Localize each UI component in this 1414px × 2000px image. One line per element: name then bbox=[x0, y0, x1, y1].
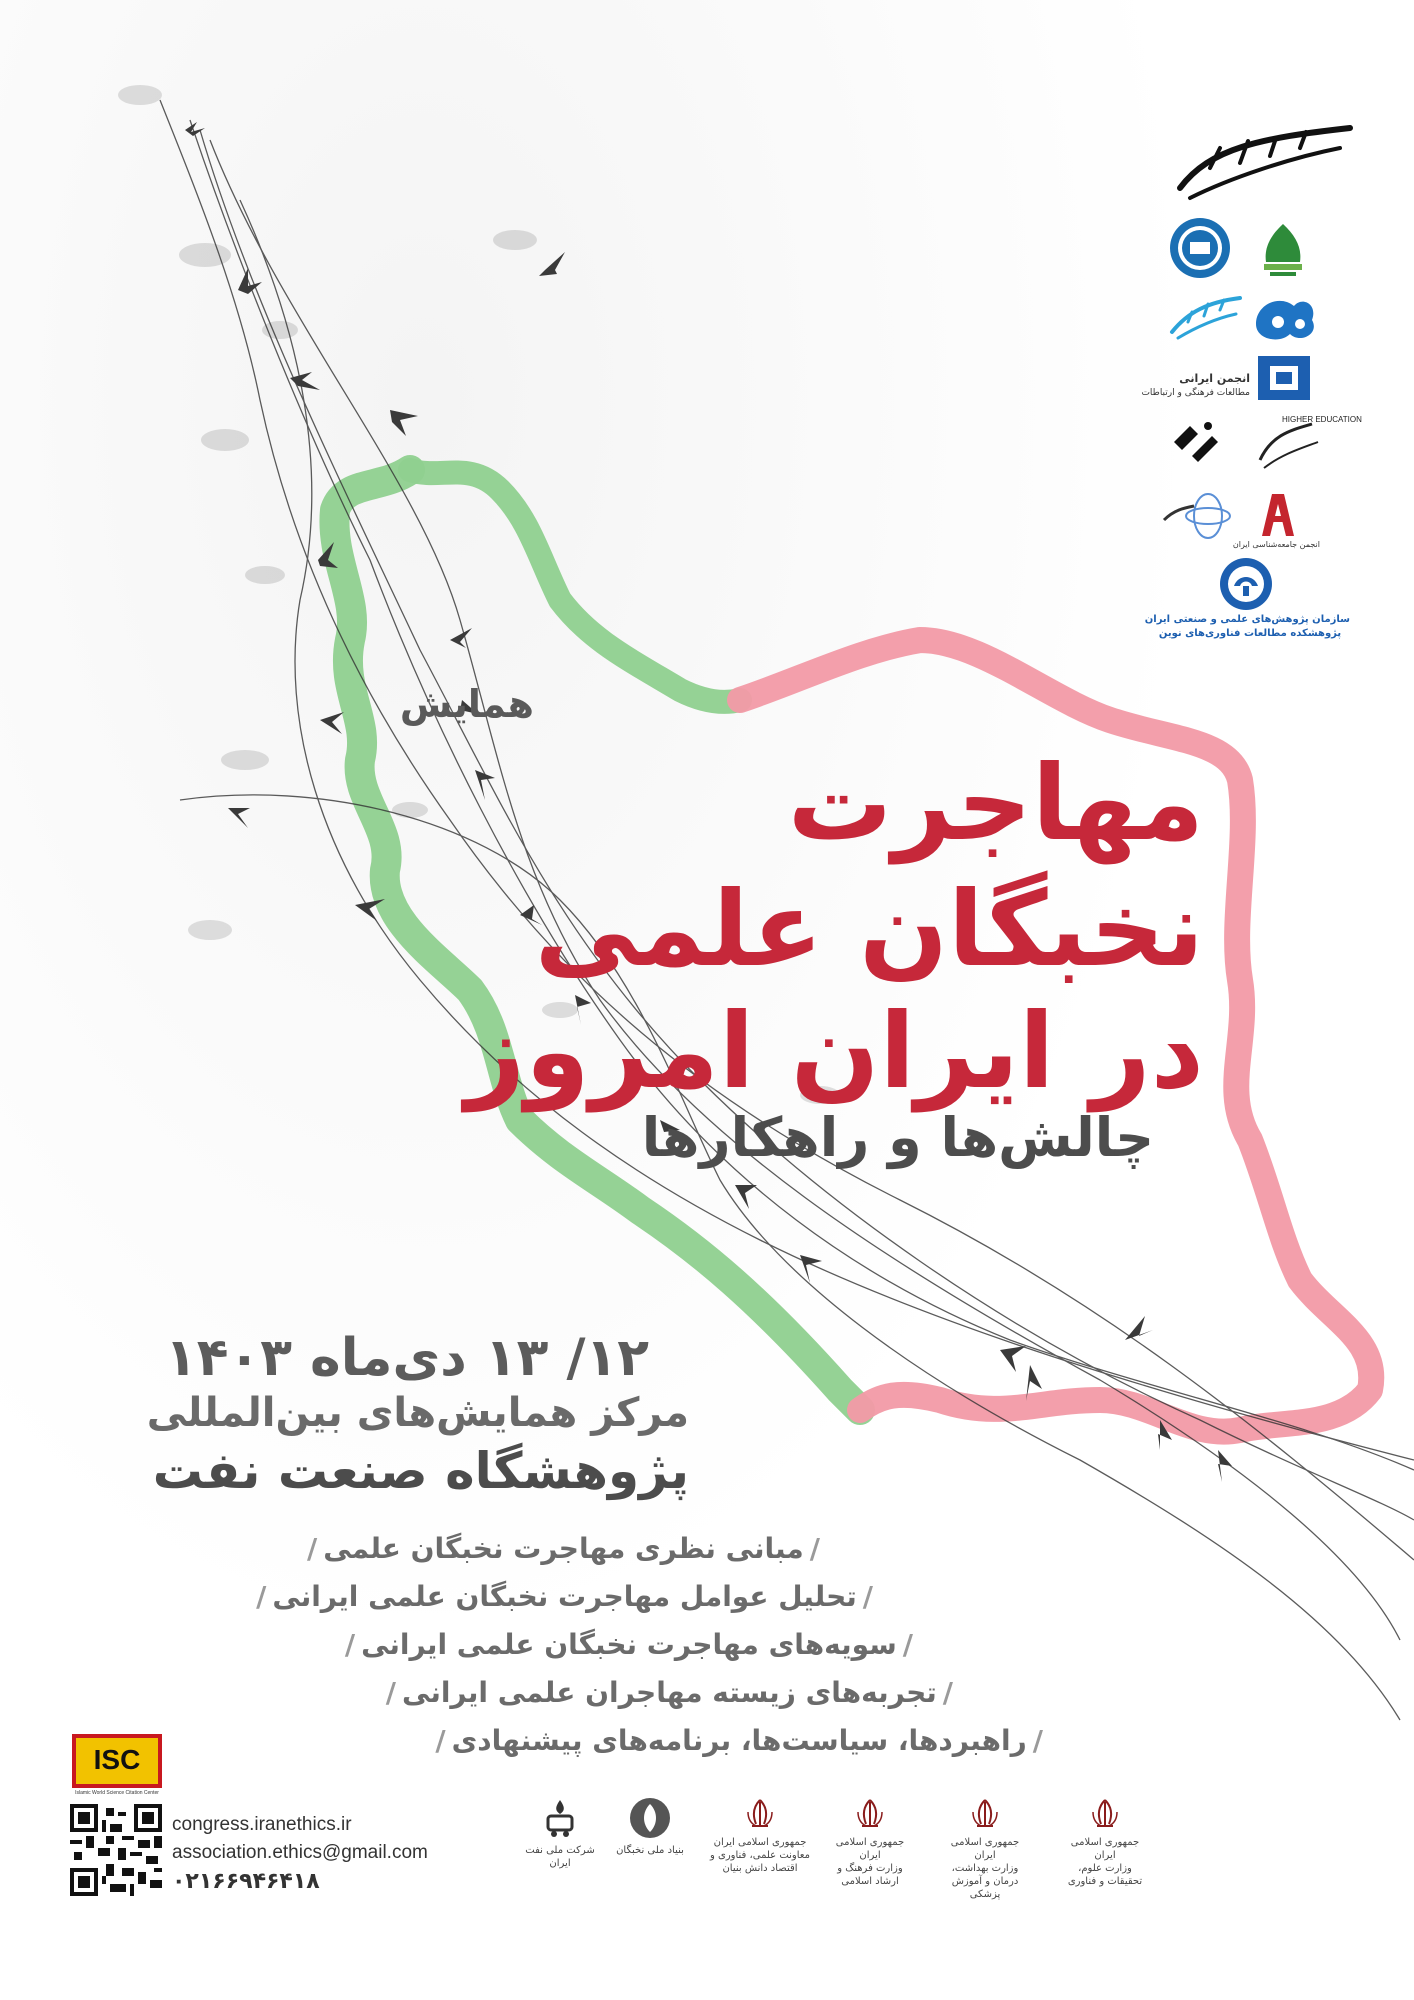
bird bbox=[1000, 1346, 1026, 1372]
logo-caption-sociology: انجمن جامعه‌شناسی ایران bbox=[1232, 540, 1320, 549]
iran-emblem-icon bbox=[1087, 1796, 1123, 1832]
higher-education-label: HIGHER EDUCATION bbox=[1282, 415, 1362, 424]
logo-sociology-association bbox=[1258, 490, 1298, 540]
bird bbox=[290, 372, 320, 390]
logo-caption-line-1: جمهوری اسلامی ایران bbox=[1070, 1837, 1140, 1861]
logo-caption-cultural-studies-2: مطالعات فرهنگی و ارتباطات bbox=[1141, 388, 1250, 398]
event-kicker: همایش bbox=[399, 682, 534, 726]
logo-cultural-studies-association bbox=[1256, 354, 1312, 402]
event-subtitle: چالش‌ها و راهکارها bbox=[641, 1106, 1154, 1169]
topic-text: مبانی نظری مهاجرت نخبگان علمی bbox=[323, 1532, 804, 1565]
topic-item bbox=[429, 1724, 1049, 1757]
contact-phone: ۰۲۱۶۶۹۴۶۴۱۸ bbox=[172, 1869, 320, 1894]
logo-ministry-of-health bbox=[940, 1796, 1030, 1901]
logo-caption-line-1: جمهوری اسلامی ایران bbox=[713, 1837, 807, 1848]
topic-separator: / bbox=[862, 1580, 873, 1613]
logo-ministry-of-science bbox=[1060, 1796, 1150, 1888]
isc-badge bbox=[72, 1734, 162, 1788]
topic-separator: / bbox=[902, 1628, 913, 1661]
event-title-line-2: نخبگان علمی bbox=[534, 868, 1204, 990]
logo-caption-line-1: بنیاد ملی نخبگان bbox=[616, 1845, 684, 1856]
topic-item bbox=[301, 1532, 826, 1565]
topic-separator: / bbox=[1032, 1724, 1043, 1757]
bird bbox=[320, 712, 344, 734]
logo-caption-line-1: جمهوری اسلامی ایران bbox=[950, 1837, 1020, 1861]
event-date: ۱۲/ ۱۳ دی‌ماه ۱۴۰۳ bbox=[165, 1328, 649, 1388]
map-green-top bbox=[410, 470, 740, 702]
topic-separator: / bbox=[256, 1580, 267, 1613]
logo-national-iranian-oil-company bbox=[525, 1796, 595, 1870]
event-venue-line-2: پژوهشگاه صنعت نفت bbox=[152, 1442, 689, 1500]
bird bbox=[450, 628, 472, 648]
logo-caption-line-1: جمهوری اسلامی ایران bbox=[835, 1837, 905, 1861]
contact-website[interactable]: congress.iranethics.ir bbox=[172, 1814, 352, 1835]
topic-separator: / bbox=[435, 1724, 446, 1757]
topic-separator: / bbox=[809, 1532, 820, 1565]
elites-foundation-icon bbox=[628, 1796, 672, 1840]
logo-shahid-beheshti-university bbox=[1250, 218, 1316, 282]
logo-ministry-of-culture bbox=[825, 1796, 915, 1888]
bird bbox=[1125, 1316, 1153, 1340]
event-title-line-3: در ایران امروز bbox=[465, 990, 1204, 1112]
topic-text: تحلیل عوامل مهاجرت نخبگان علمی ایرانی bbox=[272, 1580, 857, 1613]
logo-zan-mark bbox=[1168, 418, 1222, 470]
topic-item bbox=[250, 1580, 879, 1613]
logo-caption-line-2: معاونت علمی، فناوری و اقتصاد دانش بنیان bbox=[710, 1850, 810, 1874]
isc-label: ISC bbox=[93, 1744, 141, 1775]
contact-email[interactable]: association.ethics@gmail.com bbox=[172, 1842, 428, 1863]
bird bbox=[185, 122, 205, 136]
topic-separator: / bbox=[385, 1676, 396, 1709]
logo-elites-calligraphy bbox=[1168, 292, 1244, 342]
topic-text: راهبردها، سیاست‌ها، برنامه‌های پیشنهادی bbox=[451, 1724, 1027, 1757]
topic-separator: / bbox=[307, 1532, 318, 1565]
iran-emblem-icon bbox=[967, 1796, 1003, 1832]
topic-separator: / bbox=[344, 1628, 356, 1661]
logo-caption-research-org: سازمان پژوهش‌های علمی و صنعتی ایران bbox=[1144, 614, 1350, 625]
logo-caption-line-1: شرکت ملی نفت ایران bbox=[525, 1845, 595, 1869]
event-venue-line-1: مرکز همایش‌های بین‌المللی bbox=[146, 1390, 689, 1436]
topic-separator: / bbox=[942, 1676, 953, 1709]
iran-emblem-icon bbox=[742, 1796, 778, 1832]
logo-university-of-tehran bbox=[1168, 216, 1232, 280]
topic-text: سویه‌های مهاجرت نخبگان علمی ایرانی bbox=[361, 1628, 897, 1661]
iran-emblem-icon bbox=[852, 1796, 888, 1832]
bird bbox=[390, 410, 418, 436]
logo-iranian-research-organization bbox=[1218, 556, 1274, 612]
logo-caption-line-2: وزارت بهداشت، درمان و آموزش پزشکی bbox=[951, 1863, 1019, 1900]
logo-caption-research-institute: پژوهشکده مطالعات فناوری‌های نوین bbox=[1158, 628, 1342, 639]
isc-caption: Islamic World Science Citation Center bbox=[75, 1790, 159, 1796]
bird bbox=[735, 1185, 757, 1209]
logo-national-elites-foundation-mark bbox=[1250, 290, 1320, 346]
bird bbox=[238, 268, 262, 294]
bird bbox=[228, 808, 250, 828]
logo-science-studies-association bbox=[1160, 490, 1240, 540]
logo-national-elites-foundation bbox=[610, 1796, 690, 1857]
logo-vice-presidency-science bbox=[705, 1796, 815, 1875]
topic-item bbox=[339, 1628, 919, 1661]
logo-caption-line-2: وزارت فرهنگ و ارشاد اسلامی bbox=[837, 1863, 903, 1887]
topic-item bbox=[380, 1676, 959, 1709]
logo-iranian-ethics-association bbox=[1170, 118, 1360, 208]
logo-higher-education-association bbox=[1252, 414, 1362, 476]
event-title-line-1: مهاجرت bbox=[787, 742, 1204, 864]
qr-code[interactable] bbox=[70, 1804, 162, 1896]
bird bbox=[539, 252, 565, 276]
bird bbox=[475, 770, 495, 800]
logo-caption-line-2: وزارت علوم، تحقیقات و فناوری bbox=[1067, 1863, 1143, 1887]
logo-caption-cultural-studies: انجمن ایرانی bbox=[1179, 372, 1250, 385]
topic-text: تجربه‌های زیسته مهاجران علمی ایرانی bbox=[401, 1676, 937, 1709]
oil-company-icon bbox=[538, 1796, 582, 1840]
